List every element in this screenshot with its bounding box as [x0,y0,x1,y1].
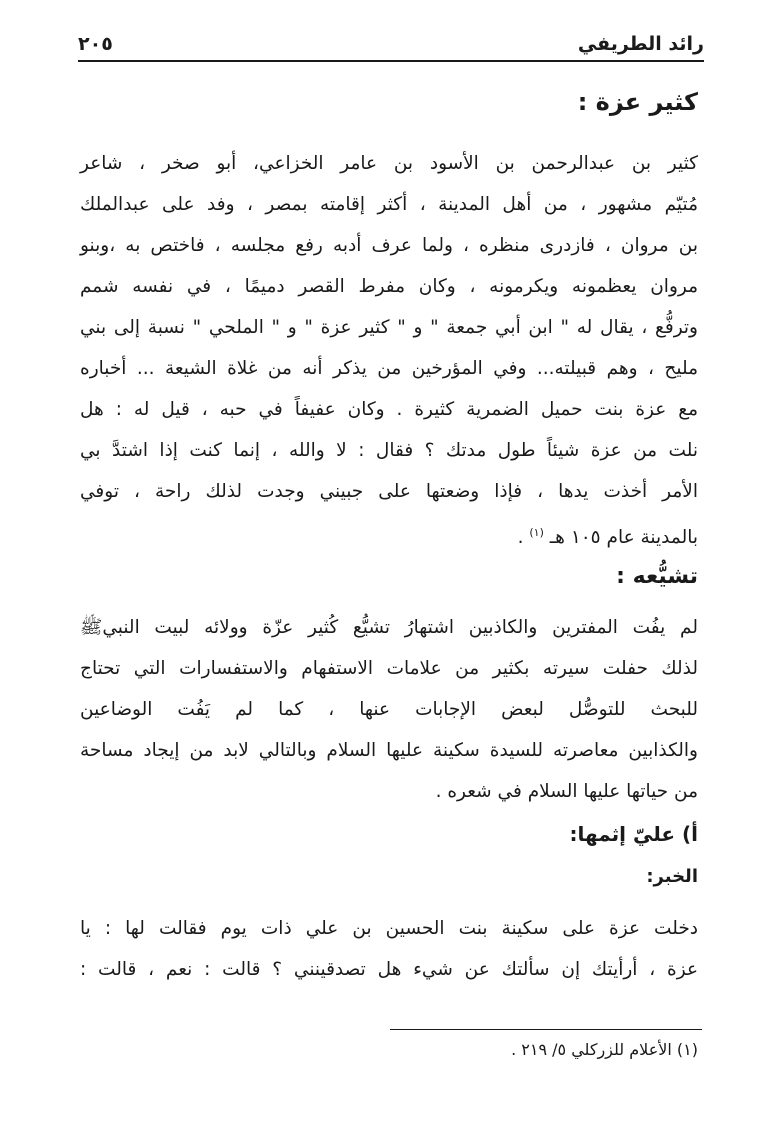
bio-line-8: نلت من عزة شيئاً طول مدتك ؟ فقال : لا والله ، إنما كنت إذا اشتدَّ بي [80,440,698,461]
section-title-tashayyu: تشيُّعه : [616,564,698,589]
header-rule [78,60,704,62]
subsection-label: الخبر: [646,866,698,887]
bio-line-1: كثير بن عبدالرحمن بن الأسود بن عامر الخزاعي، أبو صخر ، شاعر [80,153,698,174]
running-title: رائد الطريفي [577,33,704,55]
footnote: (١) الأعلام للزركلي ٥/ ٢١٩ . [511,1040,698,1059]
bio-line-3: بن مروان ، فازدرى منظره ، ولما عرف أدبه رفع مجلسه ، فاختص به ،وبنو [80,235,698,256]
shia-line-4: والكذابين معاصرته للسيدة سكينة عليها السلام وبالتالي لابد من إيجاد مساحة [80,740,698,761]
page-header [78,30,704,58]
bio-line-4: مروان يعظمونه ويكرمونه ، وكان مفرط القصر دميمًا ، في نفسه شمم [80,276,698,297]
bio-line-10: بالمدينة عام ١٠٥ هـ $^{(١)}$ . [517,526,698,549]
page-number: ٢٠٥ [78,33,113,55]
subsection-title: أ) عليّ إثمها: [569,822,698,846]
shia-line-1: لم يفُت المفترين والكاذبين اشتهارُ تشيُّع كُثير عزّة وولائه لبيت النبيﷺ [80,617,698,638]
story-line-1: دخلت عزة على سكينة بنت الحسين بن علي ذات يوم فقالت لها : يا [80,918,698,939]
bio-line-7: مع عزة بنت حميل الضمرية كثيرة . وكان عفيفاً في حبه ، قيل له : هل [80,399,698,420]
bio-line-6: مليح ، وهم قبيلته... وفي المؤرخين من يذكر أنه من غلاة الشيعة ... أخباره [80,358,698,379]
bio-line-9: الأمر أخذت يدها ، فإذا وضعتها على جبيني وجدت لذلك راحة ، توفي [80,481,698,502]
story-line-2: عزة ، أرأيتك إن سألتك عن شيء هل تصدقينني ؟ قالت : نعم ، قالت : [80,959,698,980]
footnote-rule [390,1029,702,1030]
shia-line-5: من حياتها عليها السلام في شعره . [435,781,698,802]
shia-line-2: لذلك حفلت سيرته بكثير من علامات الاستفهام والاستفسارات التي تحتاج [80,658,698,679]
footnote-ref[interactable]: (١) [529,526,544,539]
bio-line-2: مُتيّم مشهور ، من أهل المدينة ، أكثر إقامته بمصر ، وفد على عبدالملك [80,194,698,215]
shia-line-3: للبحث للتوصُّل لبعض الإجابات عنها ، كما لم يَفُت الوضاعين [80,699,698,720]
section-title-kuthayyir: كثير عزة : [577,88,698,116]
bio-last-line: بالمدينة عام ١٠٥ هـ [549,527,698,549]
bio-line-5: وترفُّع ، يقال له " ابن أبي جمعة " و " كثير عزة " و " الملحي " نسبة إلى بني [80,317,698,338]
